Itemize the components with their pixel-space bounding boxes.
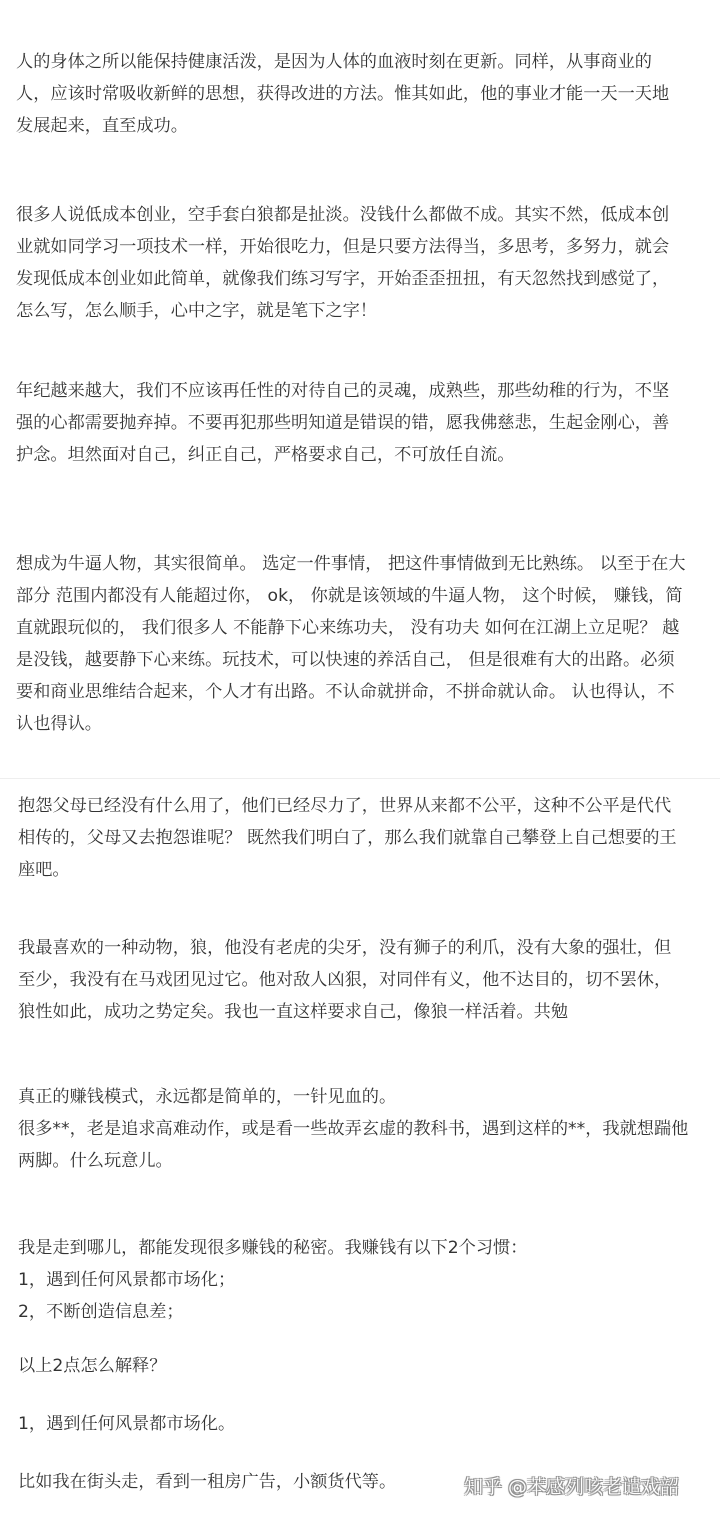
text-line: 是没钱，越要静下心来练。玩技术，可以快速的养活自己， 但是很难有大的出路。必须 [16, 650, 675, 670]
text-line: 要和商业思维结合起来，个人才有出路。不认命就拼命，不拼命就认命。 认也得认，不 [16, 682, 675, 702]
text-line: 狼性如此，成功之势定矣。我也一直这样要求自己，像狼一样活着。共勉 [18, 1002, 569, 1022]
text-line: 直就跟玩似的， 我们很多人 不能静下心来练功夫， 没有功夫 如何在江湖上立足呢？ 越 [16, 618, 680, 638]
text-line: 强的心都需要抛弃掉。不要再犯那些明知道是错误的错，愿我佛慈悲，生起金刚心，善 [16, 413, 670, 433]
text-line: 人，应该时常吸收新鲜的思想，获得改进的方法。惟其如此，他的事业才能一天一天地 [16, 84, 670, 104]
text-line: 1，遇到任何风景都市场化； [18, 1270, 236, 1290]
text-line: 真正的赚钱模式，永远都是简单的，一针见血的。 [18, 1087, 397, 1107]
text-line: 以上2点怎么解释？ [18, 1356, 167, 1376]
text-line: 很多**，老是追求高难动作，或是看一些故弄玄虚的教科书，遇到这样的**，我就想踹他 [18, 1119, 689, 1139]
text-line: 我是走到哪儿，都能发现很多赚钱的秘密。我赚钱有以下2个习惯： [18, 1238, 528, 1258]
text-line: 比如我在街头走，看到一租房广告，小额货代等。 [18, 1472, 397, 1492]
text-line: 想成为牛逼人物，其实很简单。 选定一件事情， 把这件事情做到无比熟练。 以至于在大 [16, 554, 686, 574]
text-line: 抱怨父母已经没有什么用了，他们已经尽力了，世界从来都不公平，这种不公平是代代 [18, 796, 672, 816]
text-line: 两脚。什么玩意儿。 [18, 1151, 173, 1171]
text-line: 怎么写，怎么顺手，心中之字，就是笔下之字！ [16, 301, 377, 321]
text-line: 我最喜欢的一种动物，狼，他没有老虎的尖牙，没有狮子的利爪，没有大象的强壮，但 [18, 938, 672, 958]
section-divider [0, 778, 720, 779]
text-line: 发展起来，直至成功。 [16, 116, 188, 136]
text-line: 至少，我没有在马戏团见过它。他对敌人凶狠，对同伴有义，他不达目的，切不罢休， [18, 970, 672, 990]
text-line: 护念。坦然面对自己，纠正自己，严格要求自己，不可放任自流。 [16, 445, 515, 465]
text-line: 很多人说低成本创业，空手套白狼都是扯淡。没钱什么都做不成。其实不然，低成本创 [16, 205, 670, 225]
text-line: 相传的，父母又去抱怨谁呢？ 既然我们明白了，那么我们就靠自己攀登上自己想要的王 [18, 828, 677, 848]
text-line: 1，遇到任何风景都市场化。 [18, 1414, 236, 1434]
text-line: 人的身体之所以能保持健康活泼，是因为人体的血液时刻在更新。同样，从事商业的 [16, 52, 652, 72]
text-line: 业就如同学习一项技术一样，开始很吃力，但是只要方法得当，多思考，多努力，就会 [16, 237, 670, 257]
text-line: 发现低成本创业如此简单，就像我们练习写字，开始歪歪扭扭，有天忽然找到感觉了， [16, 269, 670, 289]
text-line: 部分 范围内都没有人能超过你， ok， 你就是该领域的牛逼人物， 这个时候， 赚钱，简 [16, 586, 683, 606]
text-line: 认也得认。 [16, 714, 102, 734]
text-line: 座吧。 [18, 860, 70, 880]
zhihu-watermark: 知乎 @苯感列咳老谴戏韶 [464, 1476, 680, 1498]
text-line: 2，不断创造信息差； [18, 1302, 184, 1322]
text-line: 年纪越来越大，我们不应该再任性的对待自己的灵魂，成熟些，那些幼稚的行为，不坚 [16, 381, 670, 401]
